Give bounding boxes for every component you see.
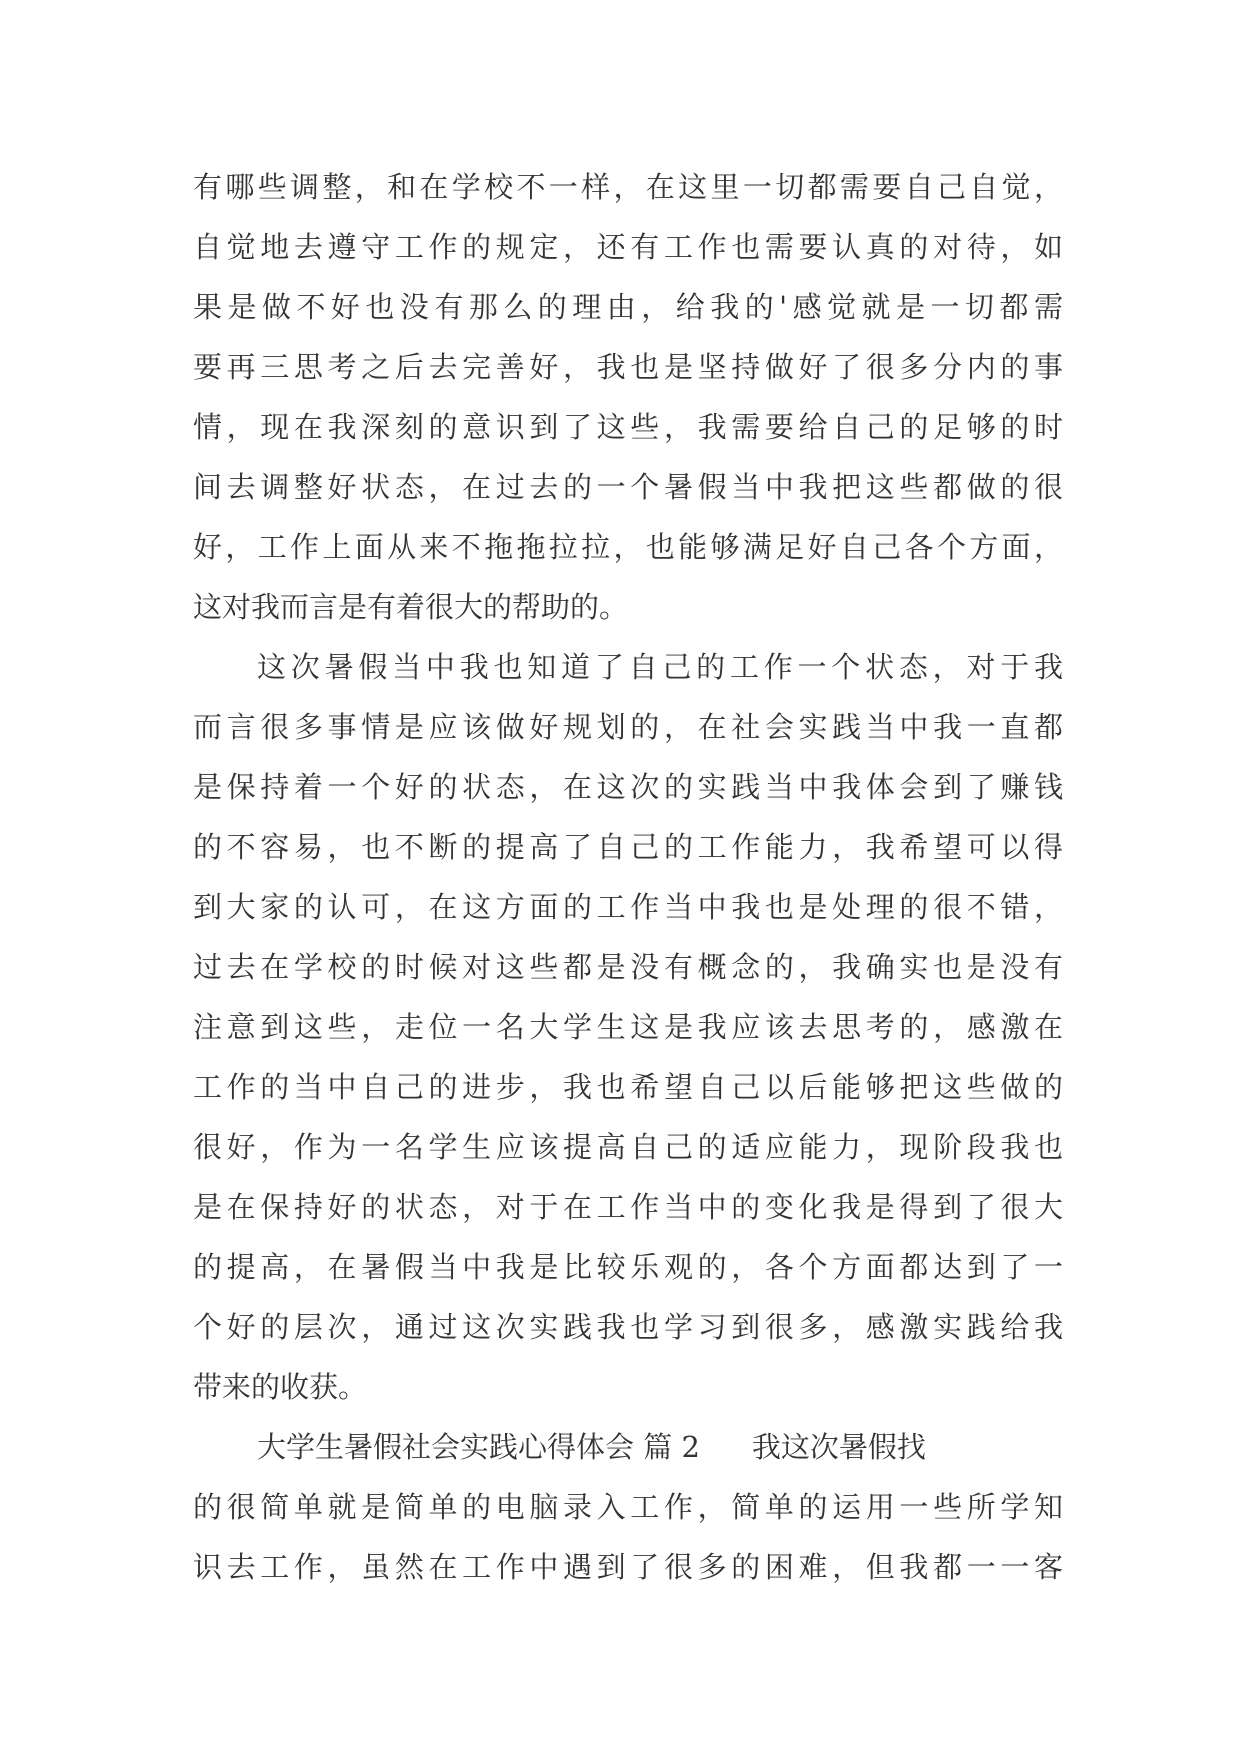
text-line: 的提高，在暑假当中我是比较乐观的，各个方面都达到了一	[193, 1250, 1063, 1284]
text-line: 这次暑假当中我也知道了自己的工作一个状态，对于我	[257, 650, 1063, 684]
text-line: 过去在学校的时候对这些都是没有概念的，我确实也是没有	[193, 950, 1063, 984]
text-line: 注意到这些，走位一名大学生这是我应该去思考的，感激在	[193, 1010, 1063, 1044]
text-line: 个好的层次，通过这次实践我也学习到很多，感激实践给我	[193, 1310, 1063, 1344]
text-line: 带来的收获。	[193, 1370, 368, 1404]
section-heading-line	[257, 1417, 1063, 1477]
text-line: 的很简单就是简单的电脑录入工作，简单的运用一些所学知	[193, 1490, 1063, 1524]
text-line: 是保持着一个好的状态，在这次的实践当中我体会到了赚钱	[193, 770, 1063, 804]
text-line: 自觉地去遵守工作的规定，还有工作也需要认真的对待，如	[193, 230, 1063, 264]
text-line: 到大家的认可，在这方面的工作当中我也是处理的很不错，	[193, 890, 1063, 924]
text-line: 好，工作上面从来不拖拖拉拉，也能够满足好自己各个方面，	[193, 530, 1063, 564]
text-line: 有哪些调整，和在学校不一样，在这里一切都需要自己自觉，	[193, 170, 1063, 204]
text-line: 的不容易，也不断的提高了自己的工作能力，我希望可以得	[193, 830, 1063, 864]
text-line: 是在保持好的状态，对于在工作当中的变化我是得到了很大	[193, 1190, 1063, 1224]
section-title: 大学生暑假社会实践心得体会	[257, 1430, 635, 1464]
text-line: 要再三思考之后去完善好，我也是坚持做好了很多分内的事	[193, 350, 1063, 384]
text-line: 识去工作，虽然在工作中遇到了很多的困难，但我都一一客	[193, 1550, 1063, 1584]
text-line: 而言很多事情是应该做好规划的，在社会实践当中我一直都	[193, 710, 1063, 744]
text-line: 果是做不好也没有那么的理由，给我的'感觉就是一切都需	[193, 290, 1063, 324]
text-line: 工作的当中自己的进步，我也希望自己以后能够把这些做的	[193, 1070, 1063, 1104]
text-line: 间去调整好状态，在过去的一个暑假当中我把这些都做的很	[193, 470, 1063, 504]
section-number: 篇 2	[643, 1430, 700, 1464]
text-line: 这对我而言是有着很大的帮助的。	[193, 590, 629, 624]
text-line: 很好，作为一名学生应该提高自己的适应能力，现阶段我也	[193, 1130, 1063, 1164]
text-line: 情，现在我深刻的意识到了这些，我需要给自己的足够的时	[193, 410, 1063, 444]
section-first-text: 我这次暑假找	[751, 1430, 926, 1464]
